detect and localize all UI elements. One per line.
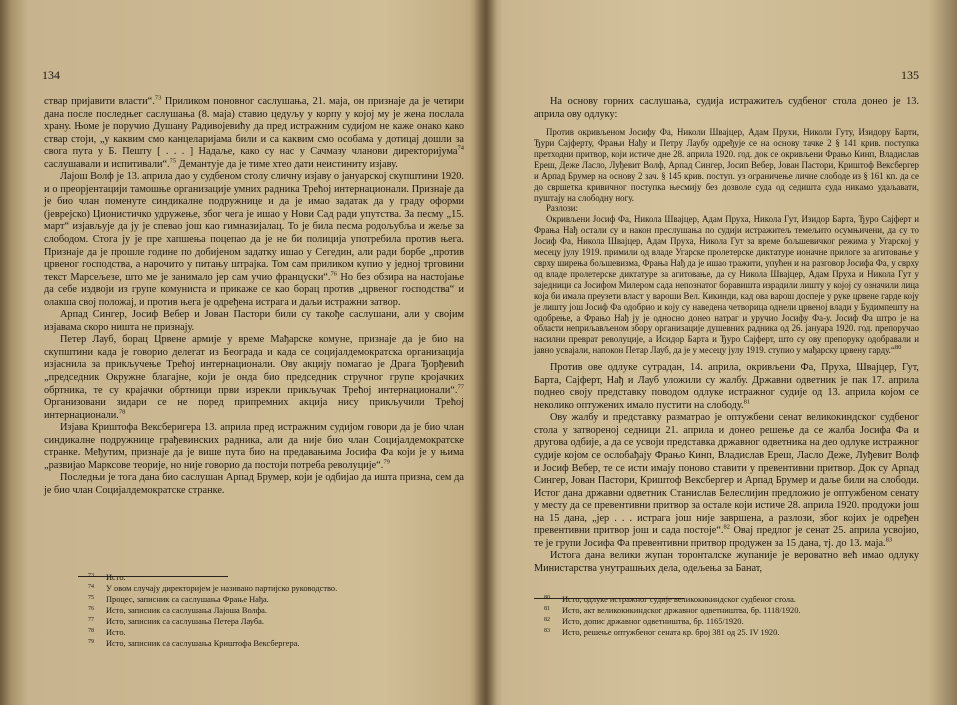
paragraph: Ову жалбу и представку разматрао је оптужбени сенат великокиндског судбеног стола у затвореној седници 21. априла и донео решење да се жалба Јосифа Фа и другова одбије, а да се усвоји представка државног одветника на део одлуке истражног судије којом се ослобађају Фрањо Кинп, Владислав Ереш, Ласло Деже, Луђевит Волф и Јосиф Вебер, те се исти имају поново ставити у превентивни притвор. Док су Арпад Сингер, Јован Пастори, Криштоф Вексбергер и Арпад Брумер и даље били на слободи. Истог дана државни одветник Станислав Белеслијин предложио је оптужбеном сенату у месту да се превентивни притвор за остале који истиче 28. априла 1920. продужи још на 15 дана, „јер . . . истрага још није завршена, а разлози, због којих је одређен превентивни притвор још и сада постоје“.$^{82}$ Овај предлог је сенат 25. априла усвојио, те је групи Јосифа Фа превентивни притвор продужен за 15 дана, тј. до 13. маја.$^{83}$ [534, 412, 919, 549]
footnote-ref: 73 [154, 94, 162, 102]
quote-paragraph: Против окривљеном Јосифу Фа, Николи Швајцер, Адам Прухи, Николи Гуту, Изидору Барти, Ђури Сајферту, Фрањи Нађу и Петру Лаубу одређује се на основу тачке 2 § 141 крив. поступка претходни притвор, који истиче дне 28. априла 1920. год. док се окривљени Фрањо Кинп, Владислав Ереш, Деже Ласло, Луђевит Волф, Арпад Сингер, Јосип Вебер, Јован Пастори, Криштоф Вексбергер и Арпад Брумер на основу 2 зач. § 145 крив. поступ. уз ограничење личне слободе из § 161 кп. да се до свршетка кривичног поступка њесмију без дозволе суда од седишта суда никамо удаљавати, пуштају на слободну ногу. [534, 127, 919, 203]
paragraph: Последњи је тога дана био саслушан Арпад Брумер, који је одбијао да ишта призна, сем да је био члан Социјалдемократске странке. [44, 472, 464, 496]
paragraph: Против ове одлуке сутрадан, 14. априла, окривљени Фа, Пруха, Швајцер, Гут, Барта, Сајферт, Нађ и Лауб уложили су жалбу. Државни одветник је пак 17. априла поднео своју представку поводом одлуке истражног судије од 13. априла којом се неколико оптужених имало пустити на слободу.$^{81}$ [534, 362, 919, 411]
footnote-ref: 76 [330, 270, 337, 278]
footnotes [534, 594, 915, 638]
right-page [500, 0, 925, 705]
footnote-ref: 74 [457, 144, 464, 152]
footnote: 79 Исто, записник са саслушања Криштофа Вексбергера. [88, 639, 300, 648]
footnote: 77 Исто, записник са саслушања Петера Лауба. [88, 617, 264, 626]
court-decision-quote [534, 127, 919, 356]
footnote-ref: 75 [169, 157, 177, 165]
footnote-ref: 82 [723, 523, 730, 531]
paragraph: Истога дана велики жупан торонталске жупаније је вероватно већ имао одлуку Министарства унутрашњих дела, одељења за Банат, [534, 550, 919, 574]
page-body [44, 96, 464, 498]
footnote: 80 Исто, одлуке истражног судије великокикиндског судбеног стола. [544, 595, 796, 604]
footnote: 81 Исто, акт великокикиндског државног одветништва, бр. 1118/1920. [544, 606, 801, 615]
footnote: 82 Исто, допис државног одветништва, бр. 1165/1920. [544, 617, 744, 626]
footnote: 74 У овом случају директоријем је називано партијско руководство. [88, 584, 338, 593]
paragraph: Петер Лауб, борац Црвене армије у време Мађарске комуне, признаје да је био на скупштини када је говорио делегат из Београда и када се социјалдемократска организација изјаснила за прикључење Трећој интернационали. Ову акцију помагао је Драга Ђорђевић „председник Окружне благајне, који је онда био председник стручног групе кројачких обртника, те су крајачки обртници први изрекли прикључак Трећој интернационали“.$^{77}$ Организовани зидари се не поред припремних акција нису прикључили Трећој интернационали.$^{78}$ [44, 334, 464, 421]
footnote: 78 Исто. [88, 628, 126, 637]
footnote: 83 Исто, решење оптужбеног сената кр. број 381 од 25. IV 1920. [544, 628, 780, 637]
page-number: 134 [42, 68, 60, 82]
footnote-ref: 83 [885, 536, 893, 544]
quote-heading: Разлози: [546, 203, 578, 214]
footnote-ref: 78 [118, 408, 126, 416]
quote-paragraph: Окривљени Јосиф Фа, Никола Швајцер, Адам Пруха, Никола Гут, Изидор Барта, Ђуро Сајферт и Фрања Нађ остали су и након преслушања по судији истражитељ темељито осумњичени, да су то Јосиф Фа, Никола Швајцер, Адам Пруха, Никола Гут за време бољшевичког режима у Угарској у месецу јулу 1919. примили од владе Угарске пролетерске диктатуре ионачне прилоге за агитовање у сврху ширења бољшевизма, Фрања Нађ да је ишао тражити, упућен и на разговор Јосифа Фа, у сврху од владе пролетерске диктатуре за агитовање, да су Никола Швајцер, Адам Пруха и Никола Гут у заједници са Јосифом Милером сада непознатог боравишта израдили лишту у којој су означили лица која би имала преузети власт у вароши Вел. Кикинди, кад ова варош доспеје у руке црвене гарде коју је лишту још Јосиф Фа одобрио и коју су наведена четворица однели црвеној влади у Будимпешту на одобрење, а Фрањо Нађ ју је односно донео натраг и уручио Јосифу Фа-у. Јосиф Фа штро је на области неприљављеном збору организације душевних радника од 26. јануара 1920. год. препоручао насилни преврат револуције, а Исидор Барта и Ђуро Сајферт, што су ову препоруку одобравали и јавно усвајали, напокон Петар Лауб, да је у месецу јулу 1919. ступио у мађарску црвену гарду.“$^{80}$ [534, 214, 919, 356]
footnote-ref: 80 [894, 344, 902, 352]
page-body [534, 96, 919, 575]
footnote-ref: 79 [383, 458, 390, 466]
footnote-ref: 81 [743, 398, 751, 406]
left-page [40, 0, 470, 705]
page-number: 135 [901, 68, 919, 82]
footnote: 75 Процес, записник са саслушања Фрање Нађа. [88, 595, 269, 604]
paragraph: Изјава Криштофа Вексберигера 13. априла пред истражним судијом говори да је био члан синдикалне подружнице грађевинских радника, али да није био члан Социјалдемократске странке. Међутим, признаје да је више пута био на предавањима Јосифа Фа који је у њима „развијао Марксове теорије, но није говорио да постоји потреба револуције“.$^{79}$ [44, 422, 464, 471]
footnote: 76 Исто, записник са саслушања Лајоша Волфа. [88, 606, 267, 615]
paragraph: Арпад Сингер, Јосиф Вебер и Јован Пастори били су такође саслушани, али у својим изјавама скоро ништа не признају. [44, 309, 464, 333]
paragraph: ствар пријавити власти“.$^{73}$ Приликом поновног саслушања, 21. маја, он признаје да је четири дана после последњег саслушања (8. маја) ставио цедуљу у корпу у којој му је жена послала храну. Њоме је поручио Душану Радивојевићу да пред истражним судијом не каже онако како ствар стоји, „у каквим смо канцеларијама били и са каквим смо особама у дотицај дошли за свога пута у Б. Пешту [ . . . ] Надаље, како су нас у Сачмазу чланови директоријума$^{74}$ саслушавали и испитивали“.$^{75}$ Демантује да је тиме хтео дати неистиниту изјаву. [44, 94, 464, 170]
intro-paragraph: На основу горних саслушања, судија истражитељ судбеног стола донео је 13. априла ову одлуку: [534, 96, 919, 120]
footnote-ref: 77 [457, 383, 464, 391]
book-spine [474, 0, 496, 705]
footnote: 73 Исто. [88, 573, 126, 582]
footnotes [78, 572, 460, 649]
paragraph: Лајош Волф је 13. априла дао у судбеном столу сличну изјаву о јануарској скупштини 1920. и о преорјентацији тамошње организације умних радника Трећој интернационали. Признаје да је био члан поменуте синдикалне подружнице и да је имао задатак да у граду оформи (јеврејско) Ционистичко удружење, због чега је ишао у Нови Сад ради упутства. За песму „15. март“ изјављује да ју је спевао још као гимназијалац. То је била песма родољубља и жеље за слободом. Стога ју је пре хапшења поцепао да је не би полиција употребила против њега. Признаје да је прошле године по добијеном задатку ишао у Сегедин, али ради борбе „против црвеног господства, а нарочито у питању штрајка. Том сам приликом купио у једној трговини текст Марсељезе, што ме је занимало јер сам учио француски“.$^{76}$ Но без обзира на настојање да себе издвоји из групе комуниста и прикаже се као борац против „црвеног господства“ и олакша свој положај, и против њега је одређена истрага и даљи истражни затвор. [44, 171, 464, 308]
